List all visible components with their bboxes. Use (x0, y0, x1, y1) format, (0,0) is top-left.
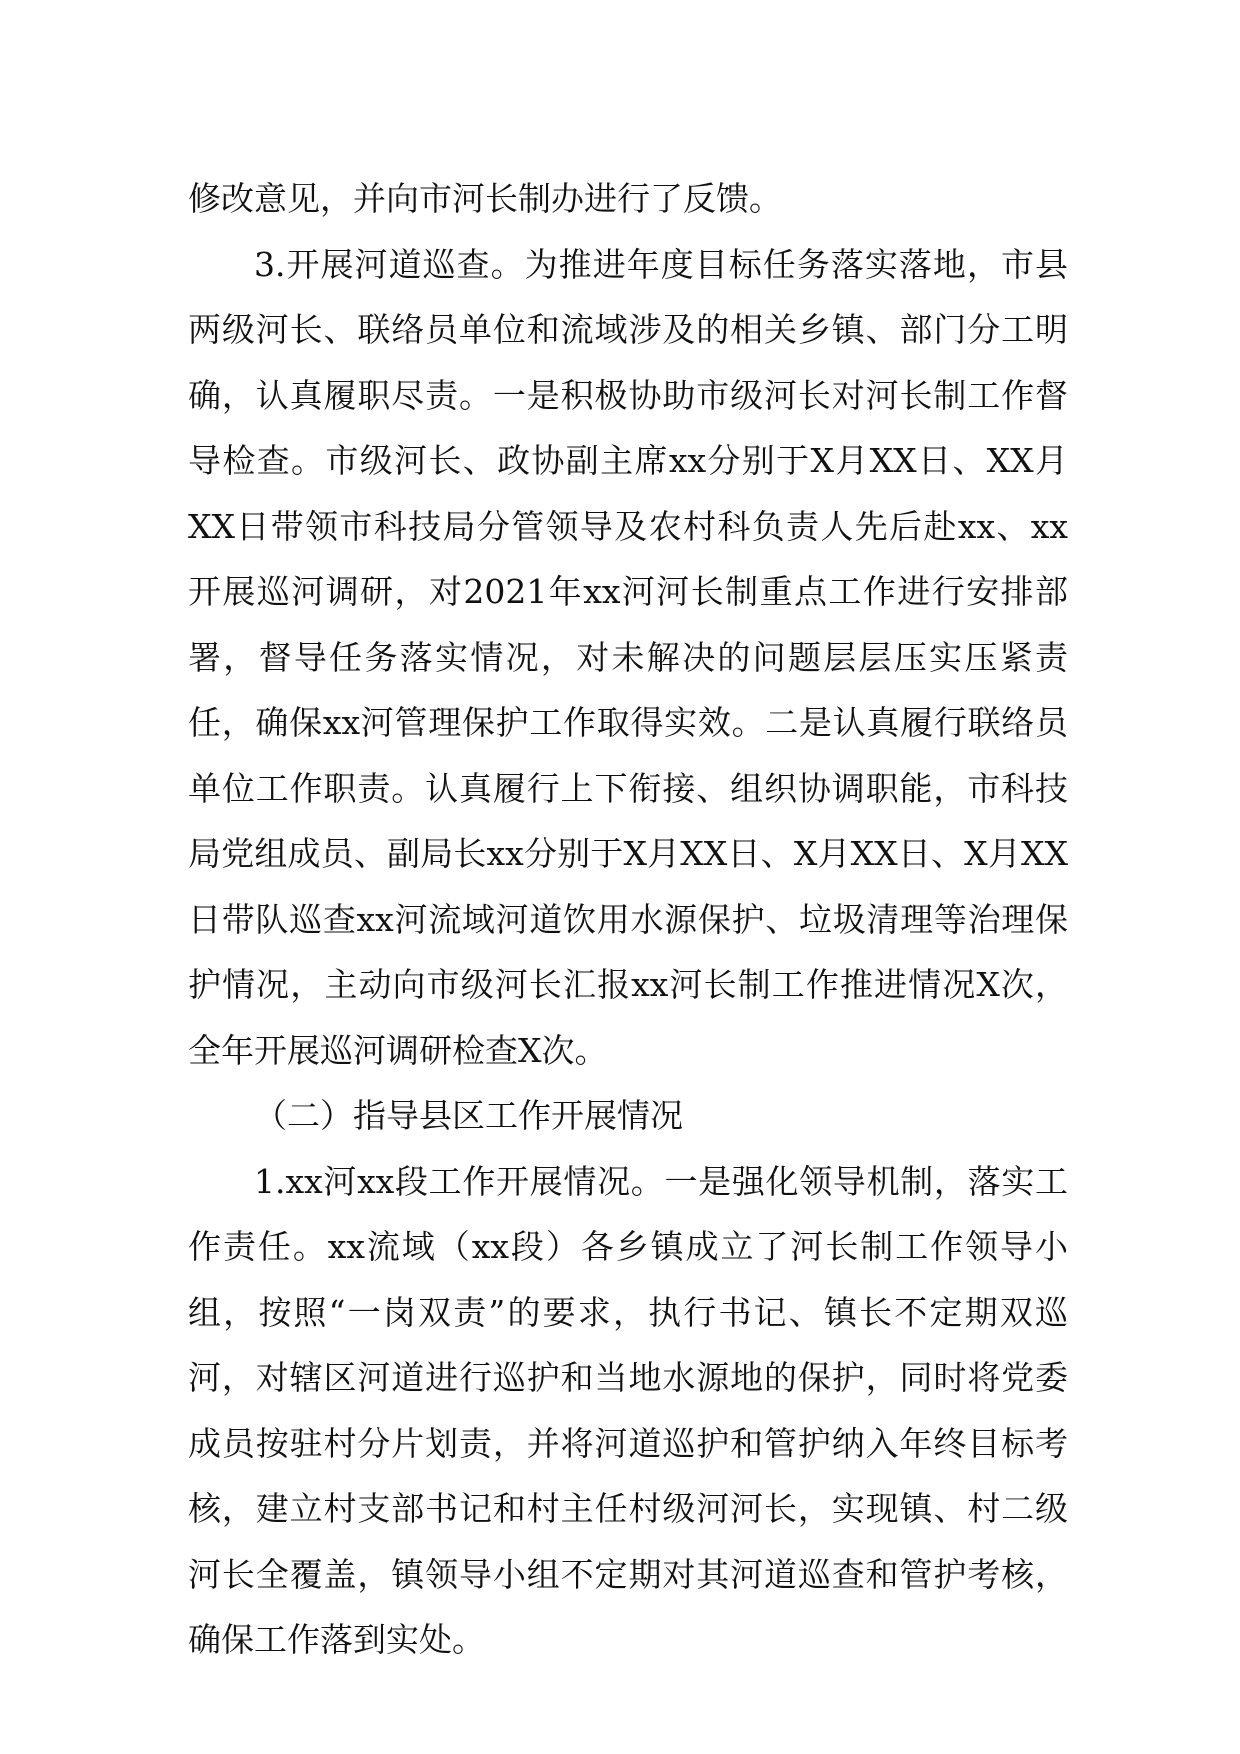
paragraph-segment-work: 1.xx河xx段工作开展情况。一是强化领导机制，落实工作责任。xx流域（xx段）各乡镇成立了河长制工作领导小组，按照“一岗双责”的要求，执行书记、镇长不定期双巡河，对辖区河道进行巡护和当地水源地的保护，同时将党委成员按驻村分片划责，并将河道巡护和管护纳入年终目标考核，建立村支部书记和村主任村级河河长，实现镇、村二级河长全覆盖，镇领导小组不定期对其河道巡查和管护考核，确保工作落到实处。 (188, 1161, 1068, 1659)
document-page (188, 166, 1068, 1673)
paragraph-river-patrol: 3.开展河道巡查。为推进年度目标任务落实落地，市县两级河长、联络员单位和流域涉及的相关乡镇、部门分工明确，认真履职尽责。一是积极协助市级河长对河长制工作督导检查。市级河长、政协副主席xx分别于X月XX日、XX月XX日带领市科技局分管领导及农村科负责人先后赴xx、xx开展巡河调研，对2021年xx河河长制重点工作进行安排部署，督导任务落实情况，对未解决的问题层层压实压紧责任，确保xx河管理保护工作取得实效。二是认真履行联络员单位工作职责。认真履行上下衔接、组织协调职能，市科技局党组成员、副局长xx分别于X月XX日、X月XX日、X月XX日带队巡查xx河流域河道饮用水源保护、垃圾清理等治理保护情况，主动向市级河长汇报xx河长制工作推进情况X次，全年开展巡河调研检查X次。 (188, 244, 1068, 1070)
section-heading: （二）指导县区工作开展情况 (254, 1096, 683, 1135)
paragraph-continuation: 修改意见，并向市河长制办进行了反馈。 (188, 179, 782, 218)
